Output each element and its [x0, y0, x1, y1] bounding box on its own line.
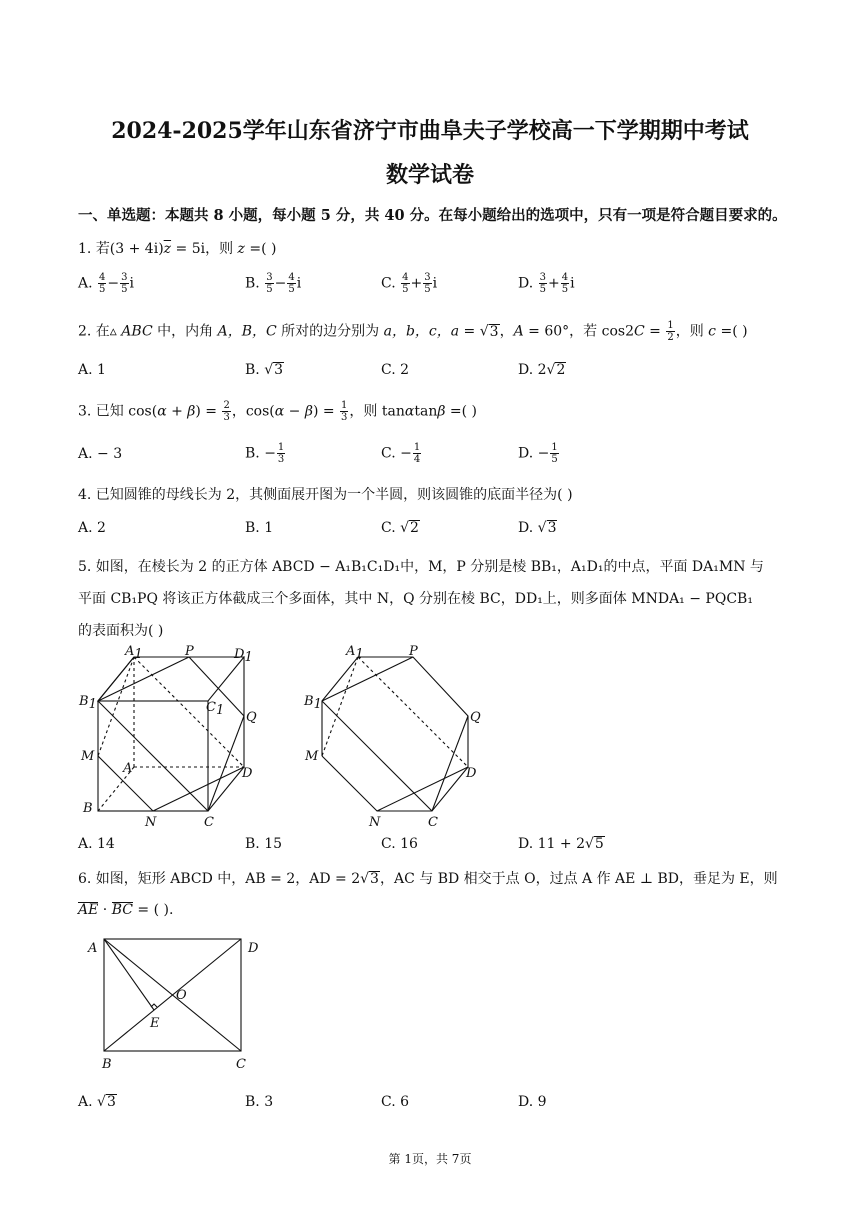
edge-nd	[153, 767, 244, 811]
q3-text: =( )	[445, 403, 477, 420]
denominator: 3	[277, 454, 285, 465]
q2-option-b[interactable]: B. √3	[245, 362, 284, 378]
section-heading: 一、单选题：本题共 8 小题，每小题 5 分，共 40 分。在每小题给出的选项中，只有一项是符合题目要求的。	[78, 207, 787, 224]
denominator: 5	[121, 284, 128, 295]
q2-sides: a，b，c，a	[383, 323, 460, 340]
numerator: 4	[99, 272, 106, 283]
label-c1	[206, 700, 224, 718]
label-d: D	[248, 941, 259, 956]
fraction	[561, 272, 569, 295]
q3-text: ) =	[195, 403, 222, 420]
fraction	[550, 442, 558, 465]
label-a: A	[88, 941, 98, 956]
q6-text: 6. 如图，矩形 ABCD 中，AB = 2，AD = 2	[78, 871, 361, 887]
edge-cq	[432, 716, 468, 811]
q1-text-mid: = 5i，则	[171, 241, 238, 257]
q2-text: ，	[499, 323, 514, 340]
q1-option-d[interactable]	[518, 272, 575, 295]
subscript: 1	[88, 697, 97, 712]
label-text: D	[234, 647, 245, 662]
q6-option-a[interactable]: A. √3	[78, 1094, 116, 1110]
label-n: N	[145, 815, 157, 828]
q2-angle-a: A	[513, 323, 524, 340]
label-text: A	[125, 644, 135, 659]
denominator: 4	[413, 454, 421, 465]
question-1	[78, 238, 276, 258]
q2-text: = 60°，若 cos2	[523, 323, 634, 340]
edge-cd	[208, 767, 244, 811]
numerator: 3	[266, 272, 273, 283]
numerator: 1	[341, 400, 348, 411]
q2-text: ，则	[675, 323, 709, 340]
option-label: A.	[78, 275, 93, 292]
edge-b1p	[322, 657, 413, 701]
option-label: D.	[518, 520, 534, 536]
option-label: C.	[381, 520, 396, 536]
fraction	[277, 442, 285, 465]
denominator: 2	[667, 332, 674, 343]
label-text: C	[206, 700, 216, 715]
numerator: 3	[539, 272, 547, 283]
numerator: 1	[413, 442, 421, 453]
sqrt-radicand: 3	[489, 323, 499, 340]
label-d: D	[242, 766, 253, 781]
numerator: 1	[667, 320, 674, 331]
denominator: 5	[99, 284, 106, 295]
subscript: 1	[215, 703, 225, 718]
option-label: B. −	[245, 445, 276, 462]
option-label: B.	[245, 275, 260, 292]
denominator: 5	[266, 284, 273, 295]
numerator: 1	[551, 442, 558, 453]
question-5-line1: 5. 如图，在棱长为 2 的正方体 ABCD − A₁B₁C₁D₁中，M，P 分别是棱 BB₁，A₁D₁的中点，平面 DA₁MN 与	[78, 559, 764, 575]
q1-zbar: $\overline{z}$	[163, 241, 172, 257]
imag-unit: i	[432, 275, 438, 292]
label-b: B	[102, 1057, 112, 1072]
label-a: A	[123, 761, 133, 776]
question-5-line2: 平面 CB₁PQ 将该正方体截成三个多面体，其中 N，Q 分别在棱 BC，DD₁上，则多面体 MNDA₁ − PQCB₁	[78, 591, 753, 607]
page-footer: 第 1页，共 7页	[388, 1152, 472, 1166]
label-d1	[233, 647, 253, 665]
sqrt-radicand: 2	[556, 362, 566, 378]
question-3	[78, 400, 477, 423]
q3-alpha: α	[404, 403, 415, 420]
label-o: O	[176, 988, 187, 1003]
label-e: E	[150, 1016, 160, 1031]
denominator: 5	[288, 284, 295, 295]
hidden-diag-a1d	[134, 657, 244, 767]
q3-option-a[interactable]: A. − 3	[78, 446, 123, 462]
q3-text: tan	[414, 403, 438, 420]
label-a1	[345, 644, 364, 662]
q3-text: 3. 已知 cos(	[78, 403, 158, 420]
q4-option-a[interactable]: A. 2	[78, 520, 106, 536]
denominator: 5	[561, 284, 569, 295]
fraction	[120, 272, 128, 295]
q1-text: 若(3 + 4i)	[95, 241, 164, 257]
denominator: 5	[551, 454, 558, 465]
label-q: Q	[470, 710, 481, 725]
imag-unit: i	[570, 275, 575, 292]
question-2: 2. 在▵ ABC 中，内角 A，B，C 所对的边分别为 a，b，c，a = √3，A = 60°，若 cos2C = $\frac{1}{2}$ ，则 c =( )	[78, 320, 748, 343]
fraction	[340, 400, 348, 423]
q6-text: = ( ).	[132, 902, 174, 918]
question-6-line1: 6. 如图，矩形 ABCD 中，AB = 2，AD = 2√3，AC 与 BD 相交于点 O，过点 A 作 AE ⊥ BD，垂足为 E，则	[78, 871, 778, 887]
q2-option-c[interactable]: C. 2	[381, 362, 410, 378]
edge-nd	[377, 767, 468, 811]
sqrt-radicand: 5	[594, 836, 604, 852]
fraction	[539, 272, 547, 295]
sqrt-radicand: 3	[106, 1094, 116, 1110]
sqrt-radicand: 2	[410, 520, 419, 536]
label-m: M	[305, 749, 319, 764]
q2-text: 所对的边分别为	[276, 323, 384, 340]
sqrt-radicand: 3	[547, 520, 557, 536]
q3-text: ，则 tan	[349, 403, 405, 420]
q4-option-c[interactable]: C. √2	[381, 520, 419, 536]
q4-option-b[interactable]: B. 1	[245, 520, 274, 536]
right-angle-mark	[151, 1004, 157, 1007]
q2-text: =( )	[716, 323, 748, 340]
diag-b1c	[98, 701, 208, 811]
label-m: M	[81, 749, 95, 764]
option-label: A.	[78, 1094, 93, 1110]
label-c: C	[204, 815, 214, 828]
q3-text: ，cos(	[231, 403, 275, 420]
cube-figure	[74, 644, 274, 828]
fraction	[98, 272, 106, 295]
numerator: 4	[561, 272, 569, 283]
q1-z: z	[237, 241, 245, 257]
question-6-line2	[78, 902, 173, 918]
edge-b1p	[98, 657, 189, 701]
subscript: 1	[313, 697, 322, 712]
numerator: 3	[121, 272, 128, 283]
q5-option-c[interactable]: C. 16	[381, 836, 418, 852]
fraction	[265, 272, 273, 295]
fraction	[666, 320, 674, 343]
hidden-diag-a1d	[358, 657, 468, 767]
operator: +	[548, 275, 560, 292]
numerator: 4	[402, 272, 409, 283]
exam-subtitle: 数学试卷	[385, 162, 474, 188]
subscript: 1	[244, 650, 253, 665]
q3-text: ) =	[312, 403, 340, 420]
vector-ae: AE	[78, 902, 99, 918]
edge	[98, 657, 134, 701]
q3-option-c[interactable]	[381, 442, 422, 465]
option-label: D. −	[518, 445, 550, 462]
polyhedron-outline	[322, 657, 468, 811]
sqrt-radicand: 3	[274, 362, 284, 378]
fraction	[287, 272, 295, 295]
rectangle-figure	[84, 930, 274, 1076]
label-d: D	[466, 766, 477, 781]
option-label: C. −	[381, 445, 412, 462]
q3-expr: α + β	[157, 403, 196, 420]
q1-option-b[interactable]	[245, 272, 301, 295]
q2-text: =	[644, 323, 666, 340]
operator: +	[410, 275, 423, 292]
q2-text: 中，内角	[152, 323, 218, 340]
option-label: D. 2	[518, 362, 547, 378]
operator: −	[107, 275, 120, 292]
option-label: D.	[518, 275, 534, 292]
label-text: A	[346, 644, 356, 659]
label-c: C	[236, 1057, 246, 1072]
q6-option-c[interactable]: C. 6	[381, 1094, 410, 1110]
numerator: 4	[288, 272, 295, 283]
q1-option-a[interactable]	[78, 272, 134, 295]
option-label: D. 11 + 2	[518, 836, 585, 852]
label-b1	[303, 694, 322, 712]
q3-beta: β	[437, 403, 446, 420]
label-text: B	[304, 694, 314, 709]
q3-expr: α − β	[274, 403, 313, 420]
question-number: 1.	[78, 241, 92, 257]
denominator: 5	[539, 284, 547, 295]
numerator: 1	[277, 442, 285, 453]
q5-option-b[interactable]: B. 15	[245, 836, 283, 852]
denominator: 5	[424, 284, 431, 295]
label-text: B	[79, 694, 89, 709]
q2-option-d[interactable]: D. 2√2	[518, 362, 566, 378]
q4-option-d[interactable]: D. √3	[518, 520, 557, 536]
vector-bc: BC	[111, 902, 133, 918]
q2-angles: A，B，C	[217, 323, 277, 340]
fraction	[413, 442, 421, 465]
edge-cq	[208, 716, 244, 811]
fraction	[401, 272, 409, 295]
fraction	[222, 400, 230, 423]
denominator: 5	[402, 284, 409, 295]
subscript: 1	[134, 647, 143, 662]
q2-option-a[interactable]: A. 1	[78, 362, 106, 378]
label-b1	[78, 694, 97, 712]
cube-top-face	[98, 657, 244, 701]
question-4: 4. 已知圆锥的母线长为 2，其侧面展开图为一个半圆，则该圆锥的底面半径为( )	[78, 487, 573, 503]
q3-option-d[interactable]	[518, 442, 560, 465]
denominator: 3	[341, 412, 348, 423]
q3-option-b[interactable]	[245, 442, 286, 465]
q2-angle-c: C	[633, 323, 645, 340]
q5-option-d[interactable]: D. 11 + 2√5	[518, 836, 604, 852]
denominator: 3	[223, 412, 230, 423]
operator: −	[274, 275, 287, 292]
label-p: P	[409, 644, 418, 659]
question-5-line3: 的表面积为( )	[78, 623, 164, 639]
segment-ae	[104, 939, 154, 1010]
q5-option-a[interactable]: A. 14	[78, 836, 115, 852]
label-p: P	[185, 644, 194, 659]
option-label: B.	[245, 362, 260, 378]
imag-unit: i	[129, 275, 134, 292]
imag-unit: i	[296, 275, 302, 292]
q2-text: =	[459, 323, 480, 340]
polyhedron-figure	[298, 644, 498, 828]
exam-title: 2024-2025学年山东省济宁市曲阜夫子学校高一下学期期中考试	[111, 118, 749, 144]
q6-text: ，AC 与 BD 相交于点 O，过点 A 作 AE ⊥ BD，垂足为 E，则	[379, 871, 778, 887]
fraction	[423, 272, 431, 295]
label-q: Q	[246, 710, 257, 725]
q6-option-d[interactable]: D. 9	[518, 1094, 547, 1110]
numerator: 3	[424, 272, 431, 283]
q1-text-end: =( )	[244, 241, 277, 257]
subscript: 1	[355, 647, 364, 662]
label-n: N	[369, 815, 381, 828]
label-c: C	[428, 815, 438, 828]
label-b: B	[83, 801, 93, 816]
q2-text: 2. 在▵	[78, 323, 122, 340]
edge-b1c	[322, 701, 432, 811]
option-label: C.	[381, 275, 396, 292]
q2-side-c: c	[708, 323, 717, 340]
numerator: 2	[223, 400, 230, 411]
q2-triangle: ABC	[121, 323, 153, 340]
q6-option-b[interactable]: B. 3	[245, 1094, 274, 1110]
sqrt-radicand: 3	[370, 871, 379, 887]
q1-option-c[interactable]	[381, 272, 437, 295]
dot-operator: ·	[98, 902, 112, 918]
